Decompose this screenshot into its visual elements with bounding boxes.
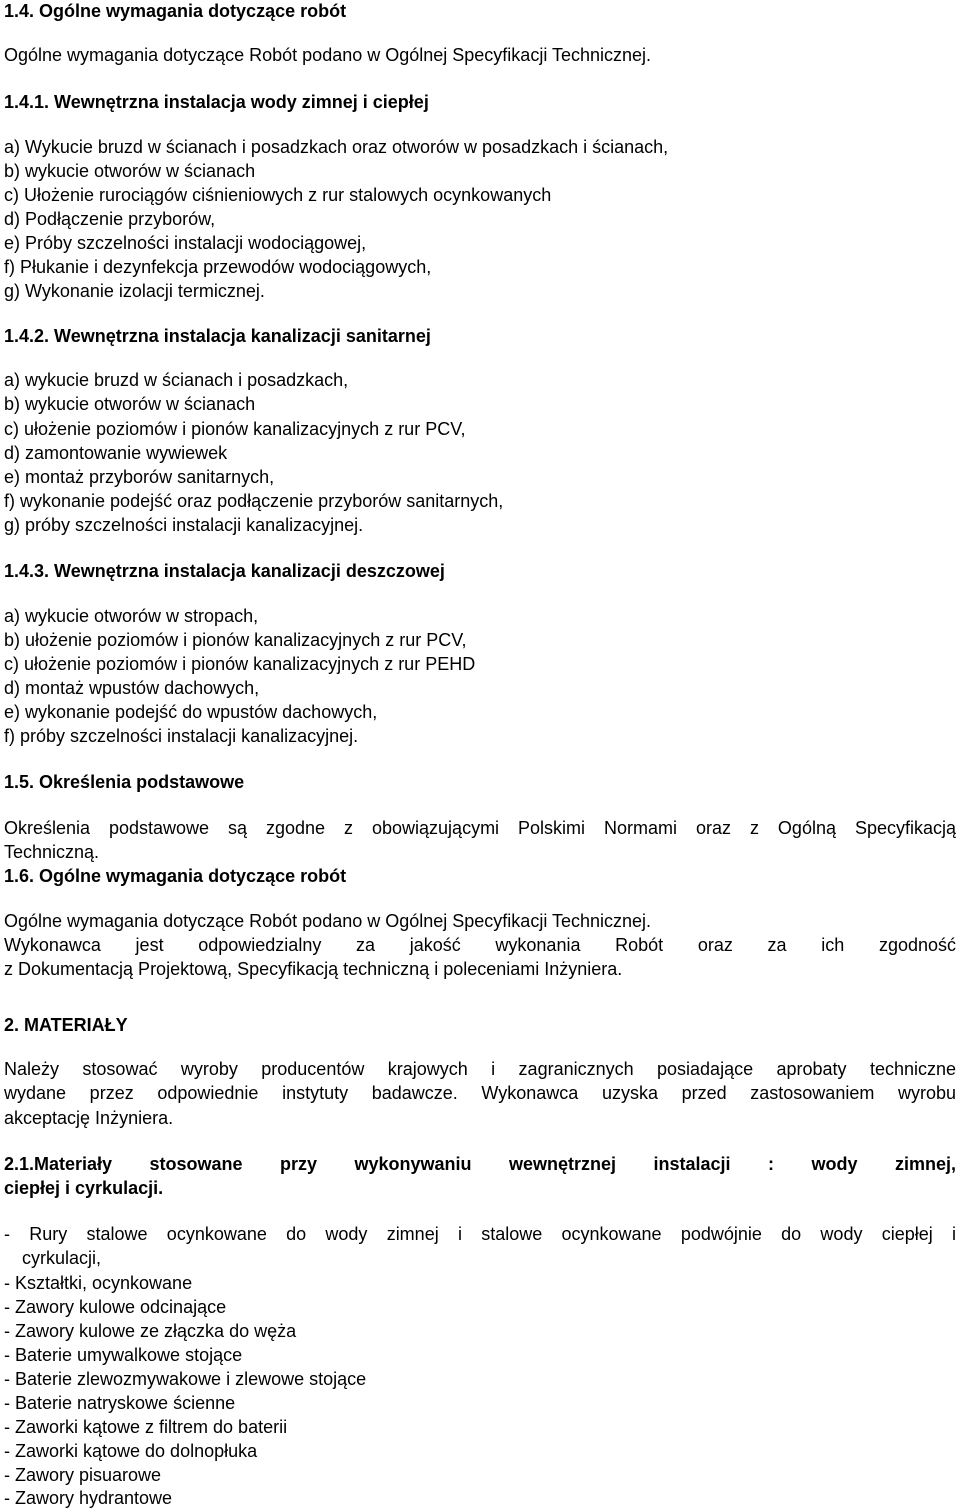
list-item-cont: cyrkulacji, xyxy=(22,1248,102,1268)
section-heading-1-4-2: 1.4.2. Wewnętrzna instalacja kanalizacji sanitarnej xyxy=(4,326,431,346)
list-item: c) ułożenie poziomów i pionów kanalizacyjnych z rur PEHD xyxy=(4,654,476,674)
paragraph-line: Wykonawca jest odpowiedzialny za jakość wykonania Robót oraz za ich zgodność xyxy=(4,935,956,955)
section-heading-2: 2. MATERIAŁY xyxy=(4,1015,128,1035)
paragraph-line: akceptację Inżyniera. xyxy=(4,1108,174,1128)
list-item: - Zawory pisuarowe xyxy=(4,1465,162,1485)
section-heading-2-1: 2.1.Materiały stosowane przy wykonywaniu wewnętrznej instalacji : wody zimnej, xyxy=(4,1154,956,1174)
section-heading-1-5: 1.5. Określenia podstawowe xyxy=(4,772,245,792)
list-item: e) Próby szczelności instalacji wodociągowej, xyxy=(4,233,367,253)
list-item: - Zawory hydrantowe xyxy=(4,1488,173,1508)
paragraph-line: Określenia podstawowe są zgodne z obowiązującymi Polskimi Normami oraz z Ogólną Specyfikacją xyxy=(4,818,956,838)
list-item: a) wykucie bruzd w ścianach i posadzkach, xyxy=(4,370,349,390)
list-item: - Zaworki kątowe do dolnopłuka xyxy=(4,1441,258,1461)
list-item: f) wykonanie podejść oraz podłączenie przyborów sanitarnych, xyxy=(4,491,504,511)
paragraph-line: Należy stosować wyroby producentów krajowych i zagranicznych posiadające aprobaty techniczne xyxy=(4,1059,956,1079)
list-item: - Rury stalowe ocynkowane do wody zimnej i stalowe ocynkowane podwójnie do wody ciepłej i xyxy=(4,1224,956,1244)
list-item: e) wykonanie podejść do wpustów dachowych, xyxy=(4,702,378,722)
section-heading-1-4-3: 1.4.3. Wewnętrzna instalacja kanalizacji deszczowej xyxy=(4,561,445,581)
paragraph-line: wydane przez odpowiednie instytuty badawcze. Wykonawca uzyska przed zastosowaniem wyrobu xyxy=(4,1083,956,1103)
list-item: - Zawory kulowe ze złączka do węża xyxy=(4,1321,297,1341)
section-heading-1-4: 1.4. Ogólne wymagania dotyczące robót xyxy=(4,1,347,21)
list-item: - Baterie natryskowe ścienne xyxy=(4,1393,236,1413)
list-item: - Baterie umywalkowe stojące xyxy=(4,1345,243,1365)
list-item: d) Podłączenie przyborów, xyxy=(4,209,216,229)
list-item: f) próby szczelności instalacji kanalizacyjnej. xyxy=(4,726,359,746)
list-item: d) zamontowanie wywiewek xyxy=(4,443,228,463)
list-item: b) wykucie otworów w ścianach xyxy=(4,394,256,414)
paragraph-line: Techniczną. xyxy=(4,842,100,862)
list-item: e) montaż przyborów sanitarnych, xyxy=(4,467,275,487)
list-item: g) próby szczelności instalacji kanalizacyjnej. xyxy=(4,515,364,535)
list-item: - Zaworki kątowe z filtrem do baterii xyxy=(4,1417,288,1437)
list-item: f) Płukanie i dezynfekcja przewodów wodociągowych, xyxy=(4,257,432,277)
list-item: d) montaż wpustów dachowych, xyxy=(4,678,260,698)
paragraph-line: Ogólne wymagania dotyczące Robót podano w Ogólnej Specyfikacji Technicznej. xyxy=(4,911,652,931)
list-item: a) Wykucie bruzd w ścianach i posadzkach oraz otworów w posadzkach i ścianach, xyxy=(4,137,669,157)
list-item: g) Wykonanie izolacji termicznej. xyxy=(4,281,265,301)
paragraph-line: z Dokumentacją Projektową, Specyfikacją techniczną i poleceniami Inżyniera. xyxy=(4,959,623,979)
list-item: b) ułożenie poziomów i pionów kanalizacyjnych z rur PCV, xyxy=(4,630,467,650)
list-item: - Baterie zlewozmywakowe i zlewowe stojące xyxy=(4,1369,367,1389)
list-item: c) ułożenie poziomów i pionów kanalizacyjnych z rur PCV, xyxy=(4,419,466,439)
paragraph-1-4: Ogólne wymagania dotyczące Robót podano w Ogólnej Specyfikacji Technicznej. xyxy=(4,45,652,65)
section-heading-2-1-cont: ciepłej i cyrkulacji. xyxy=(4,1178,164,1198)
list-item: a) wykucie otworów w stropach, xyxy=(4,606,259,626)
list-item: c) Ułożenie rurociągów ciśnieniowych z rur stalowych ocynkowanych xyxy=(4,185,552,205)
list-item: b) wykucie otworów w ścianach xyxy=(4,161,256,181)
list-item: - Zawory kulowe odcinające xyxy=(4,1297,227,1317)
list-item: - Kształtki, ocynkowane xyxy=(4,1273,193,1293)
section-heading-1-4-1: 1.4.1. Wewnętrzna instalacja wody zimnej i ciepłej xyxy=(4,92,429,112)
section-heading-1-6: 1.6. Ogólne wymagania dotyczące robót xyxy=(4,866,347,886)
